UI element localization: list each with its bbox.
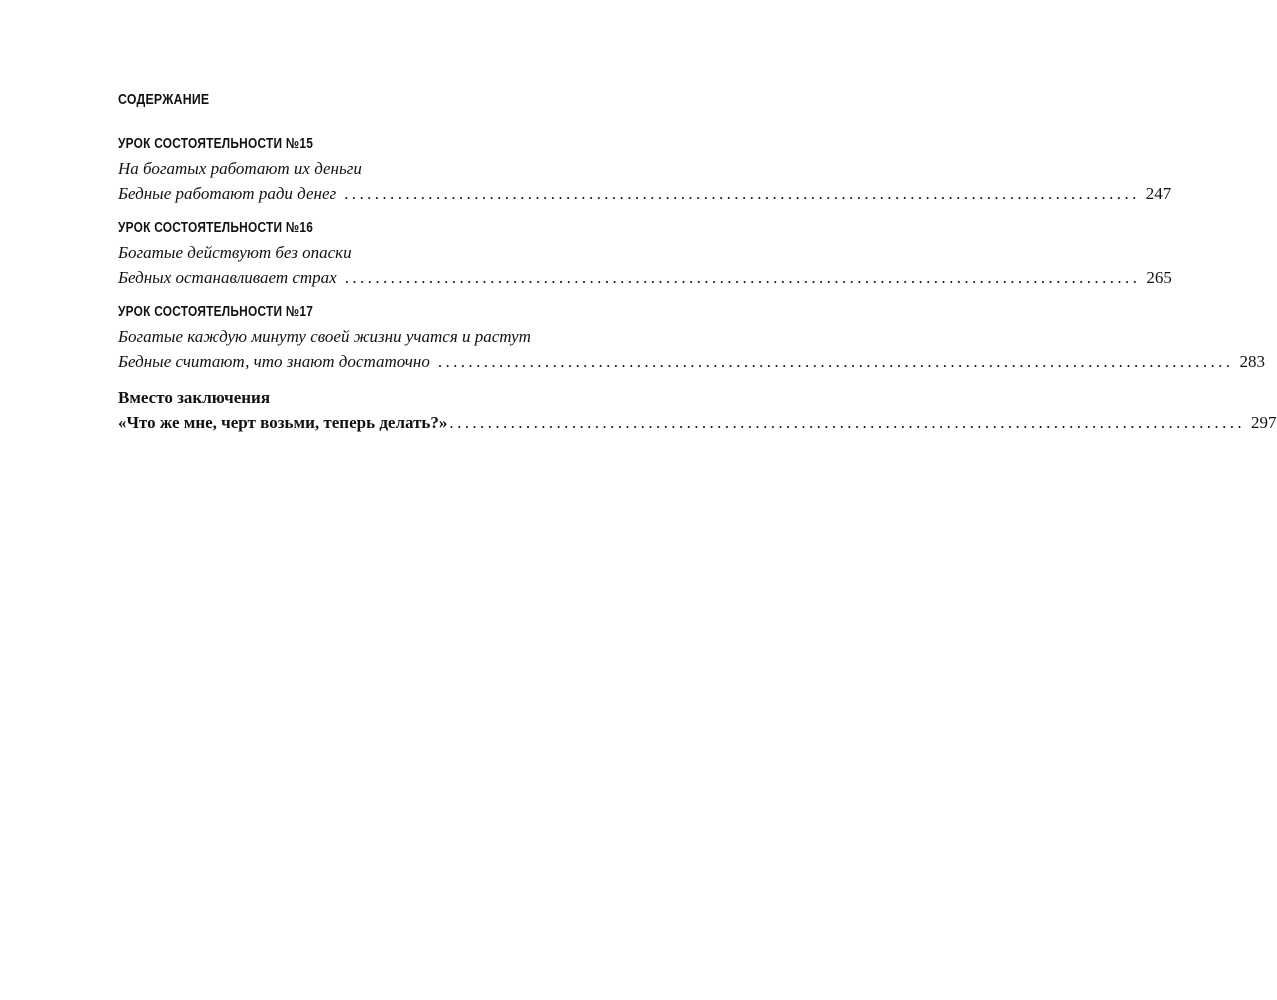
toc-entry-17[interactable] bbox=[118, 301, 1265, 374]
dot-leader: ........................................................................................................ bbox=[437, 352, 1234, 371]
lesson-title: УРОК СОСТОЯТЕЛЬНОСТИ №15 bbox=[118, 136, 314, 152]
entry-subtitle-line: Богатые каждую минуту своей жизни учатся и растут bbox=[118, 327, 531, 346]
entry-subtitle-line: Бедные считают, что знают достаточно bbox=[118, 352, 430, 371]
entry-leader-line bbox=[118, 265, 1172, 290]
dot-leader: ........................................................................................................ bbox=[449, 413, 1246, 432]
conclusion-title: Вместо заключения bbox=[118, 388, 271, 407]
entry-subtitle-line: На богатых работают их деньги bbox=[118, 159, 362, 178]
table-of-contents bbox=[118, 88, 1277, 435]
conclusion-subtitle: «Что же мне, черт возьми, теперь делать?» bbox=[118, 413, 448, 432]
page-number: 247 bbox=[1145, 184, 1172, 203]
lesson-title: УРОК СОСТОЯТЕЛЬНОСТИ №17 bbox=[118, 304, 314, 320]
dot-leader: ........................................................................................................ bbox=[344, 184, 1140, 203]
entry-leader-line bbox=[118, 410, 1277, 435]
page-number: 265 bbox=[1146, 268, 1172, 287]
entry-subtitle-line: Бедных останавливает страх bbox=[118, 268, 337, 287]
toc-entry-15[interactable] bbox=[118, 133, 1172, 206]
dot-leader: ........................................................................................................ bbox=[344, 268, 1141, 287]
entry-leader-line bbox=[118, 181, 1172, 206]
toc-entry-conclusion[interactable] bbox=[118, 385, 1277, 435]
entry-subtitle-line: Бедные работают ради денег bbox=[118, 184, 337, 203]
page-number: 283 bbox=[1239, 352, 1265, 371]
toc-heading: СОДЕРЖАНИЕ bbox=[118, 91, 210, 108]
page-number: 297 bbox=[1251, 413, 1277, 432]
toc-entry-16[interactable] bbox=[118, 217, 1172, 290]
entry-leader-line bbox=[118, 349, 1265, 374]
lesson-title: УРОК СОСТОЯТЕЛЬНОСТИ №16 bbox=[118, 220, 314, 236]
entry-subtitle-line: Богатые действуют без опаски bbox=[118, 243, 352, 262]
